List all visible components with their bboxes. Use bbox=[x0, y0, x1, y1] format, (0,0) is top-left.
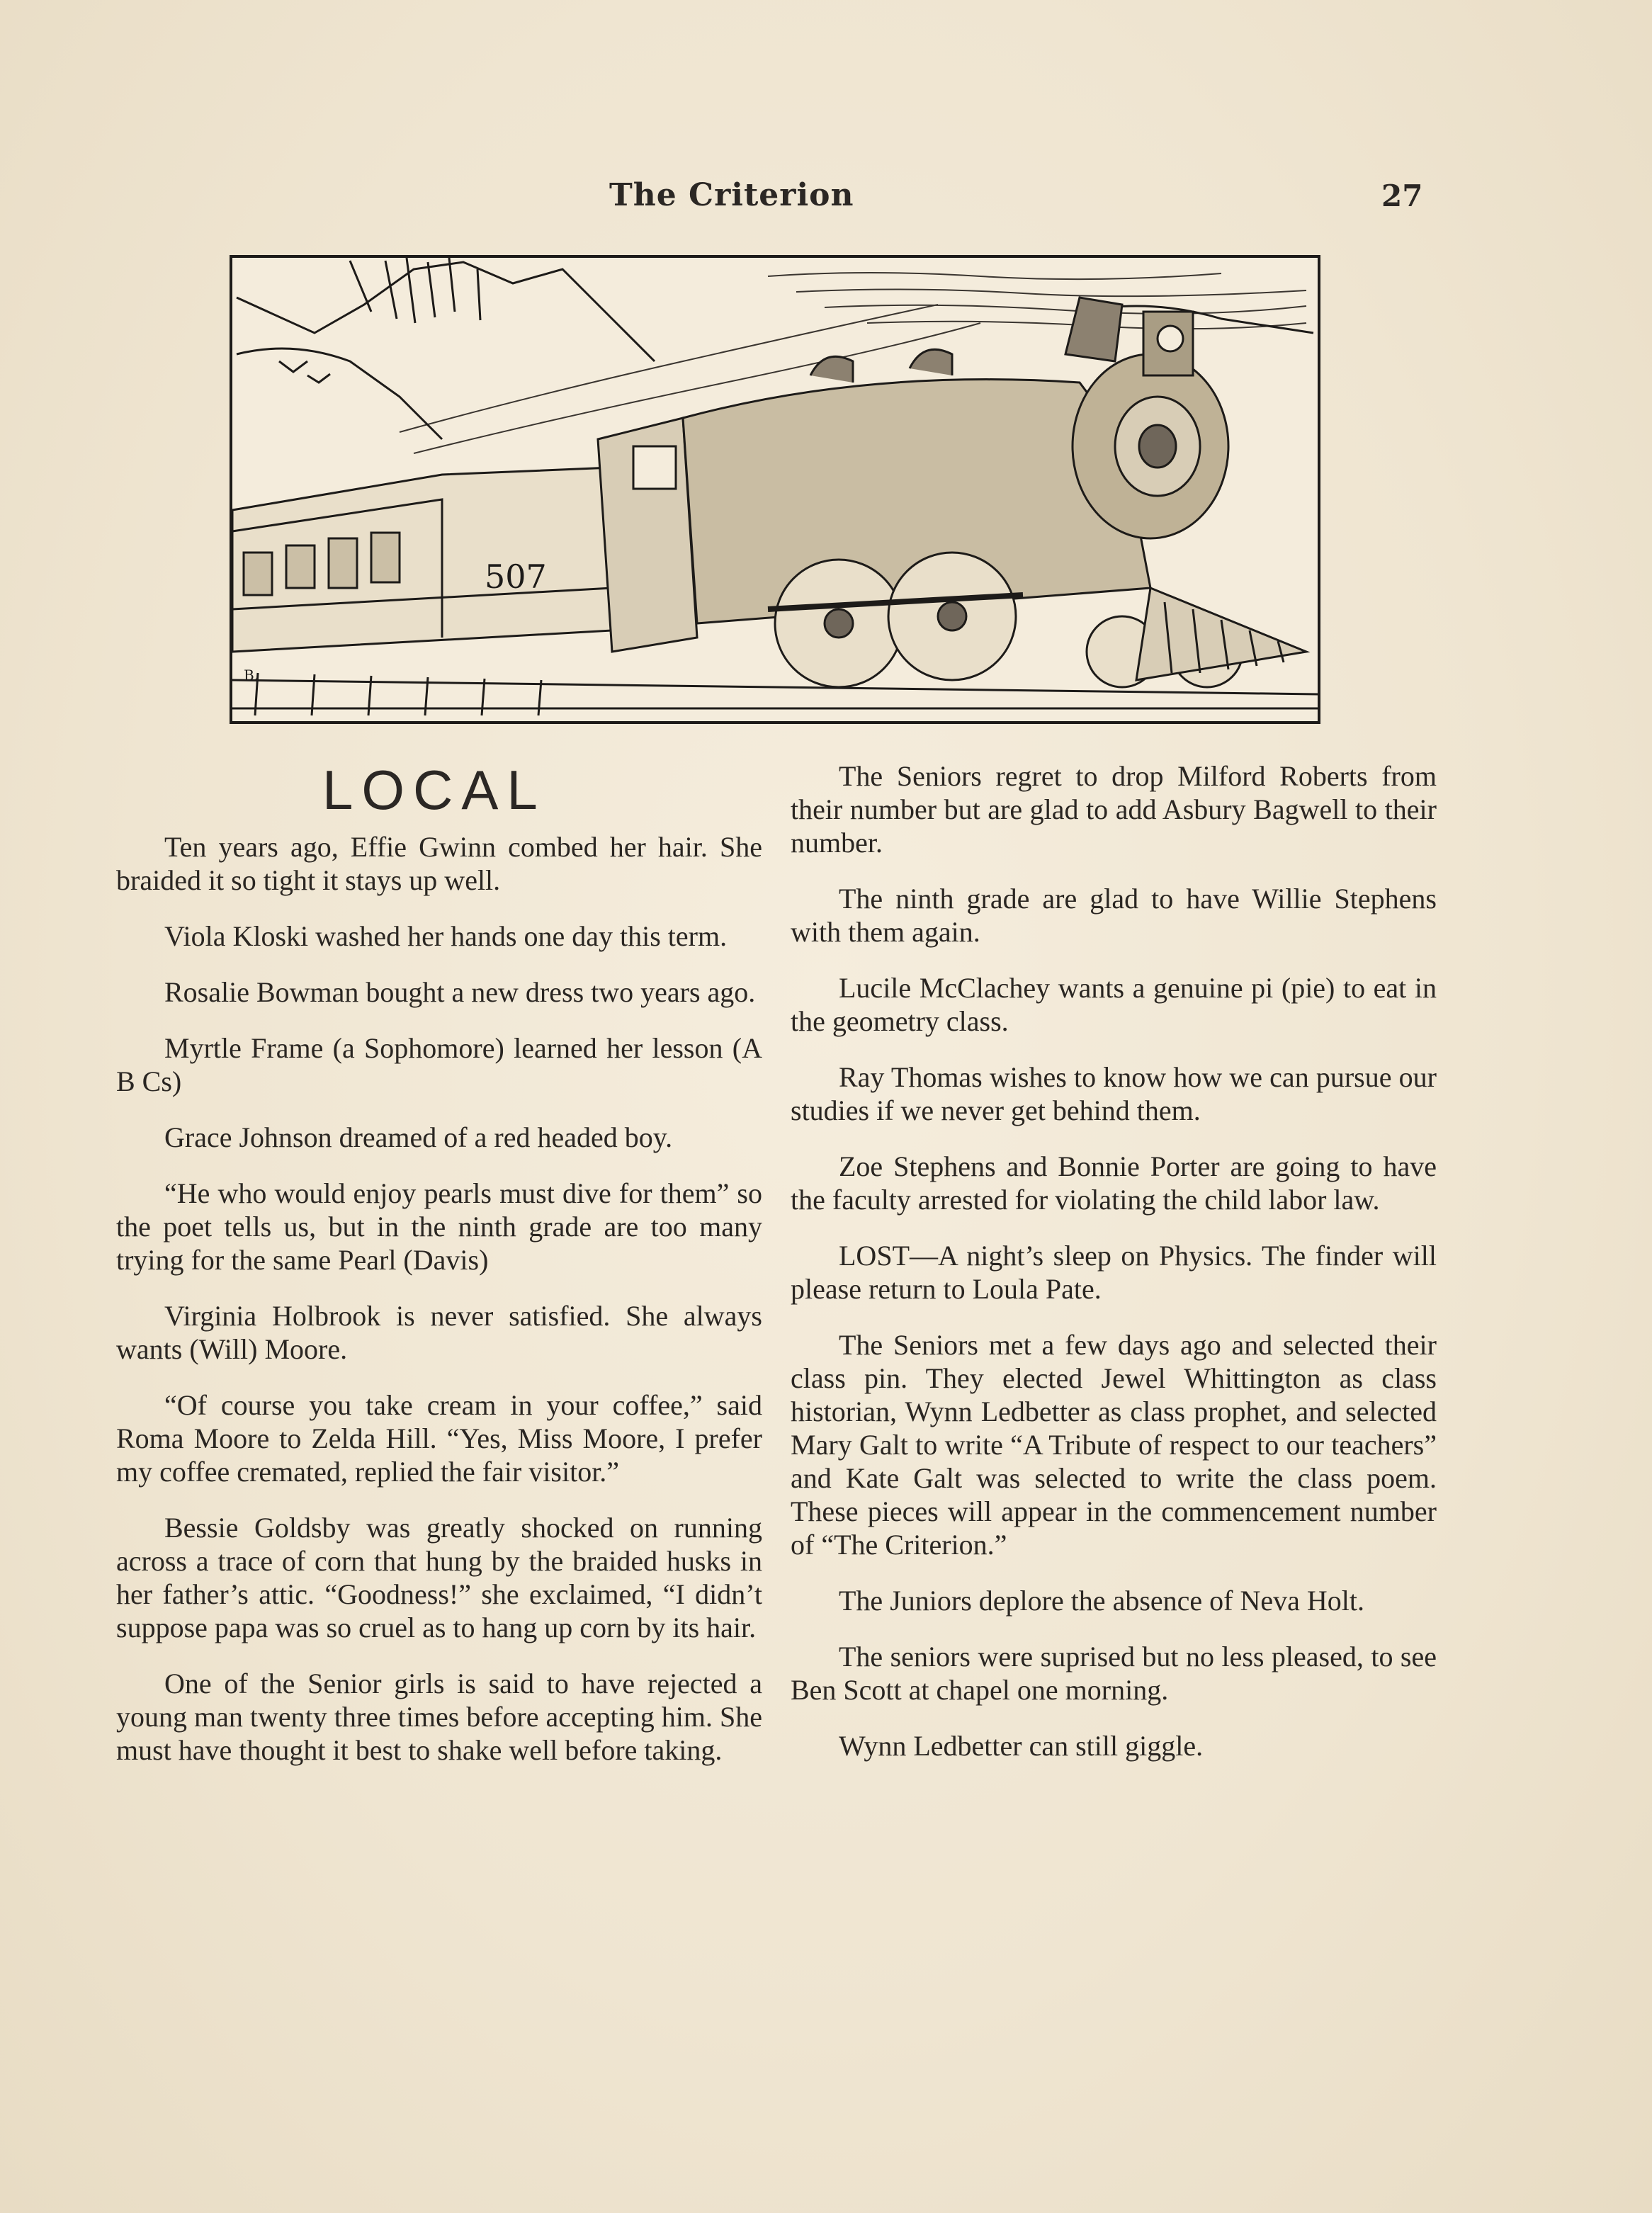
local-item: The Seniors regret to drop Milford Roberts from their number but are glad to add Asbury Bagwell to their number. bbox=[791, 760, 1437, 859]
engine-number: 507 bbox=[485, 558, 547, 596]
local-item: Bessie Goldsby was greatly shocked on running across a trace of corn that hung by the braided husks in her father’s attic. “Goodness!” she exclaimed, “I didn’t suppose papa was so cruel as to hang up corn by its hair. bbox=[116, 1512, 762, 1643]
local-item: Rosalie Bowman bought a new dress two years ago. bbox=[164, 976, 756, 1008]
page-number: 27 bbox=[1381, 179, 1423, 213]
artist-initials: B. bbox=[244, 667, 259, 684]
local-item: The Juniors deplore the absence of Neva Holt. bbox=[839, 1585, 1364, 1617]
local-item: The ninth grade are glad to have Willie Stephens with them again. bbox=[791, 883, 1437, 948]
local-item: Myrtle Frame (a Sophomore) learned her lesson (A B Cs) bbox=[116, 1032, 762, 1097]
local-item: Ray Thomas wishes to know how we can pursue our studies if we never get behind them. bbox=[791, 1061, 1437, 1126]
local-item: Wynn Ledbetter can still giggle. bbox=[839, 1730, 1204, 1762]
local-item: Ten years ago, Effie Gwinn combed her hair. She braided it so tight it stays up well. bbox=[116, 831, 762, 896]
local-item: Grace Johnson dreamed of a red headed boy. bbox=[164, 1121, 673, 1153]
local-item: Zoe Stephens and Bonnie Porter are going to have the faculty arrested for violating the child labor law. bbox=[791, 1150, 1437, 1216]
section-heading: LOCAL bbox=[322, 759, 546, 821]
publication-title: The Criterion bbox=[609, 177, 854, 213]
local-item: The seniors were suprised but no less pleased, to see Ben Scott at chapel one morning. bbox=[791, 1641, 1437, 1706]
local-item: LOST—A night’s sleep on Physics. The finder will please return to Loula Pate. bbox=[791, 1240, 1437, 1305]
local-item: One of the Senior girls is said to have rejected a young man twenty three times before accepting him. She must have thought it best to shake well before taking. bbox=[116, 1668, 762, 1766]
right-column bbox=[791, 759, 1437, 1785]
local-item: Virginia Holbrook is never satisfied. She always wants (Will) Moore. bbox=[116, 1300, 762, 1365]
left-column bbox=[116, 830, 762, 1789]
local-item: “He who would enjoy pearls must dive for them” so the poet tells us, but in the ninth grade are too many trying for the same Pearl (Davis) bbox=[116, 1177, 762, 1276]
local-item: The Seniors met a few days ago and selected their class pin. They elected Jewel Whittington as class historian, Wynn Ledbetter as class prophet, and selected Mary Galt to write “A Tribute of respect to our teachers” and Kate Galt was selected to write the class poem. These pieces will appear in the commencement number of “The Criterion.” bbox=[791, 1329, 1437, 1561]
local-item: “Of course you take cream in your coffee,” said Roma Moore to Zelda Hill. “Yes, Miss Moore, I prefer my coffee cremated, replied the fair visitor.” bbox=[116, 1389, 762, 1488]
local-item: Viola Kloski washed her hands one day this term. bbox=[164, 920, 728, 952]
local-item: Lucile McClachey wants a genuine pi (pie) to eat in the geometry class. bbox=[791, 972, 1437, 1037]
train-illustration bbox=[230, 255, 1320, 724]
